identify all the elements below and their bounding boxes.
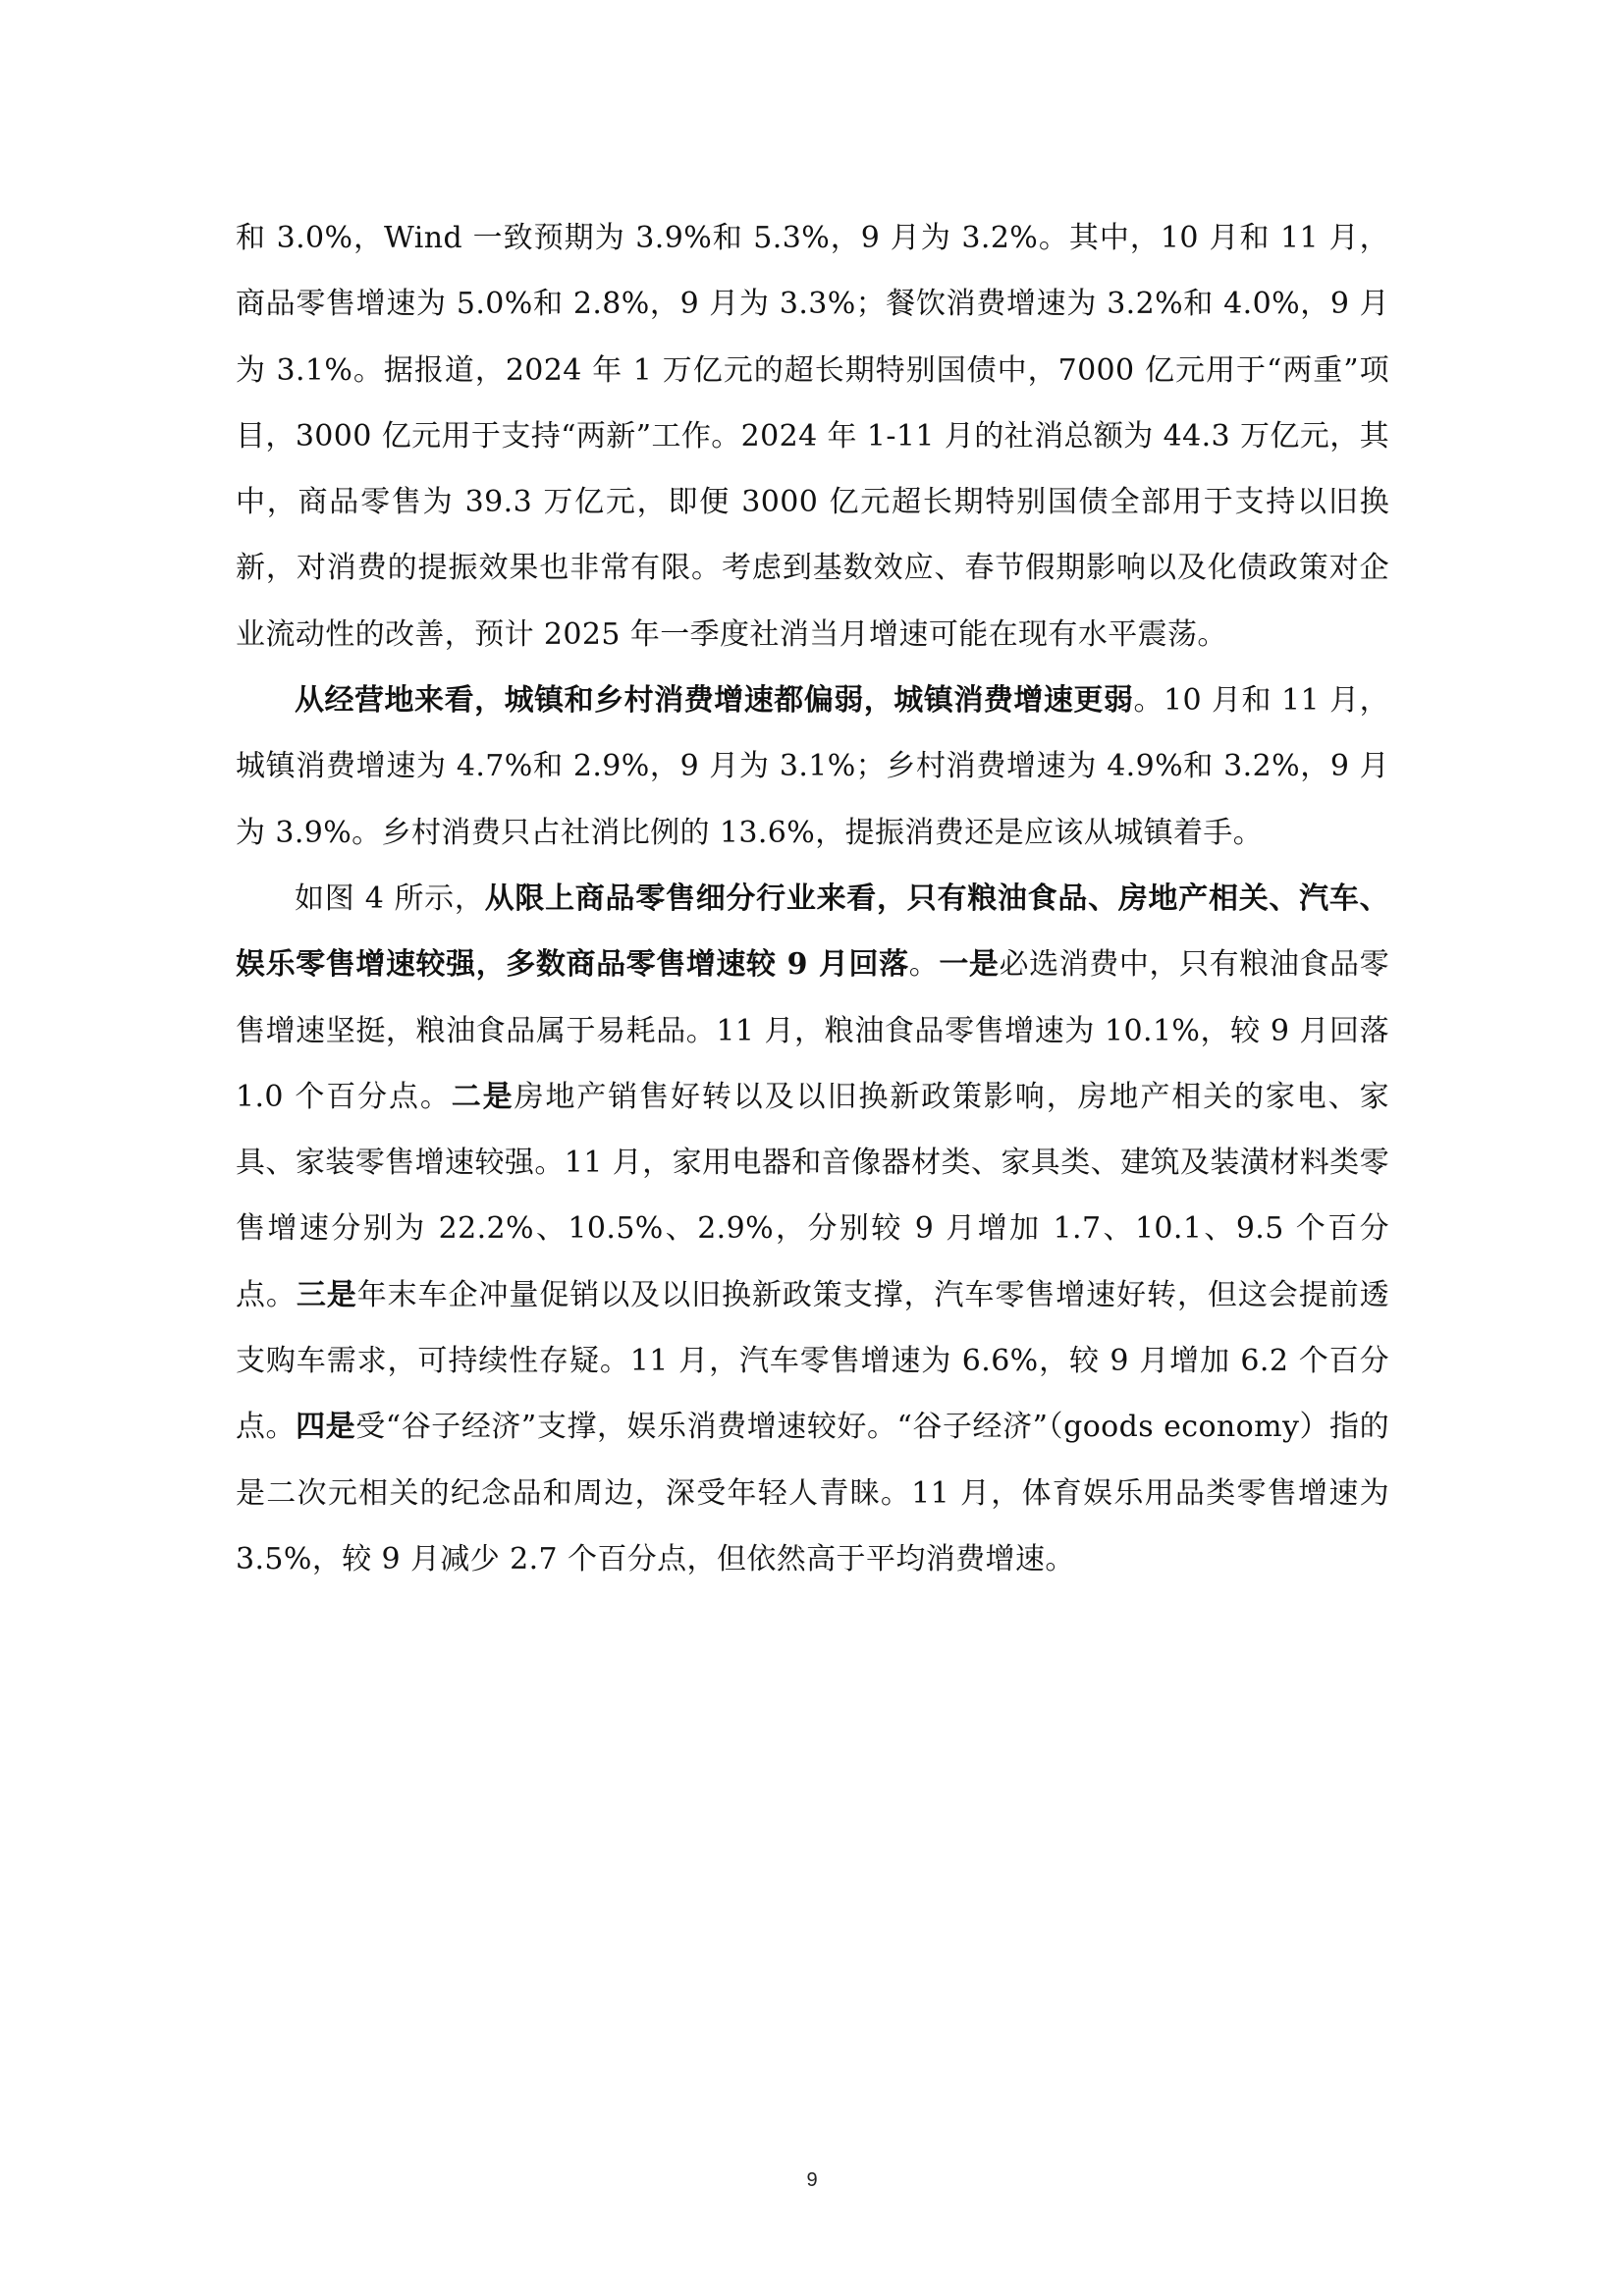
document-body: [236, 205, 1389, 1592]
paragraph-urban-rural-consumption: [236, 667, 1389, 866]
paragraph-text: 如图 4 所示，: [295, 881, 485, 916]
paragraph-text: 年末车企冲量促销以及以旧换新政策支撑，汽车零售增速好转，但这会提前透支购车需求，可持续性存疑。11 月，汽车零售增速为 6.6%，较 9 月增加 6.2 个百分点。: [236, 1277, 1389, 1445]
paragraph-lead-bold: 从经营地来看，城镇和乡村消费增速都偏弱，城镇消费增速更弱: [295, 683, 1134, 719]
paragraph-text: 和 3.0%，Wind 一致预期为 3.9%和 5.3%，9 月为 3.2%。其中，10 月和 11 月，商品零售增速为 5.0%和 2.8%，9 月为 3.3%；餐饮消费增速为 3.2%和 4.0%，9 月为 3.1%。据报道，2024 年 1 万亿元的超长期特别国债中，7000 亿元用于“两重”项目，3000 亿元用于支持“两新”工作。2024 年 1-11 月的社消总额为 44.3 万亿元，其中，商品零售为 39.3 万亿元，即便 3000 亿元超长期特别国债全部用于支持以旧换新，对消费的提振效果也非常有限。考虑到基数效应、春节假期影响以及化债政策对企业流动性的改善，预计 2025 年一季度社消当月增速可能在现有水平震荡。: [236, 221, 1389, 652]
page-number: 9: [806, 2169, 818, 2191]
paragraph-text: 房地产销售好转以及以旧换新政策影响，房地产相关的家电、家具、家装零售增速较强。11 月，家用电器和音像器材类、家具类、建筑及装潢材料类零售增速分别为 22.2%、10.5%、2.9%，分别较 9 月增加 1.7、10.1、9.5 个百分点。: [236, 1079, 1389, 1312]
paragraph-text: 。: [908, 947, 940, 983]
paragraph-retail-subsectors: [236, 866, 1389, 1592]
paragraph-retail-sales-forecast: [236, 205, 1389, 667]
paragraph-text: 受“谷子经济”支撑，娱乐消费增速较好。“谷子经济”（goods economy）指的是二次元相关的纪念品和周边，深受年轻人青睐。11 月，体育娱乐用品类零售增速为 3.5%，较 9 月减少 2.7 个百分点，但依然高于平均消费增速。: [236, 1410, 1389, 1576]
point-four-label: 四是: [296, 1410, 356, 1445]
paragraph-text: 必选消费中，只有粮油食品零售增速坚挺，粮油食品属于易耗品。11 月，粮油食品零售增速为 10.1%，较 9 月回落 1.0 个百分点。: [236, 947, 1389, 1114]
point-one-label: 一是: [939, 947, 1000, 983]
point-two-label: 二是: [451, 1079, 514, 1114]
point-three-label: 三是: [296, 1277, 357, 1312]
paragraph-text: 。10 月和 11 月，城镇消费增速为 4.7%和 2.9%，9 月为 3.1%；乡村消费增速为 4.9%和 3.2%，9 月为 3.9%。乡村消费只占社消比例的 13.6%，提振消费还是应该从城镇着手。: [236, 683, 1389, 850]
paragraph-lead-bold: 从限上商品零售细分行业来看，只有粮油食品、房地产相关、汽车、娱乐零售增速较强，多数商品零售增速较 9 月回落: [236, 881, 1390, 983]
